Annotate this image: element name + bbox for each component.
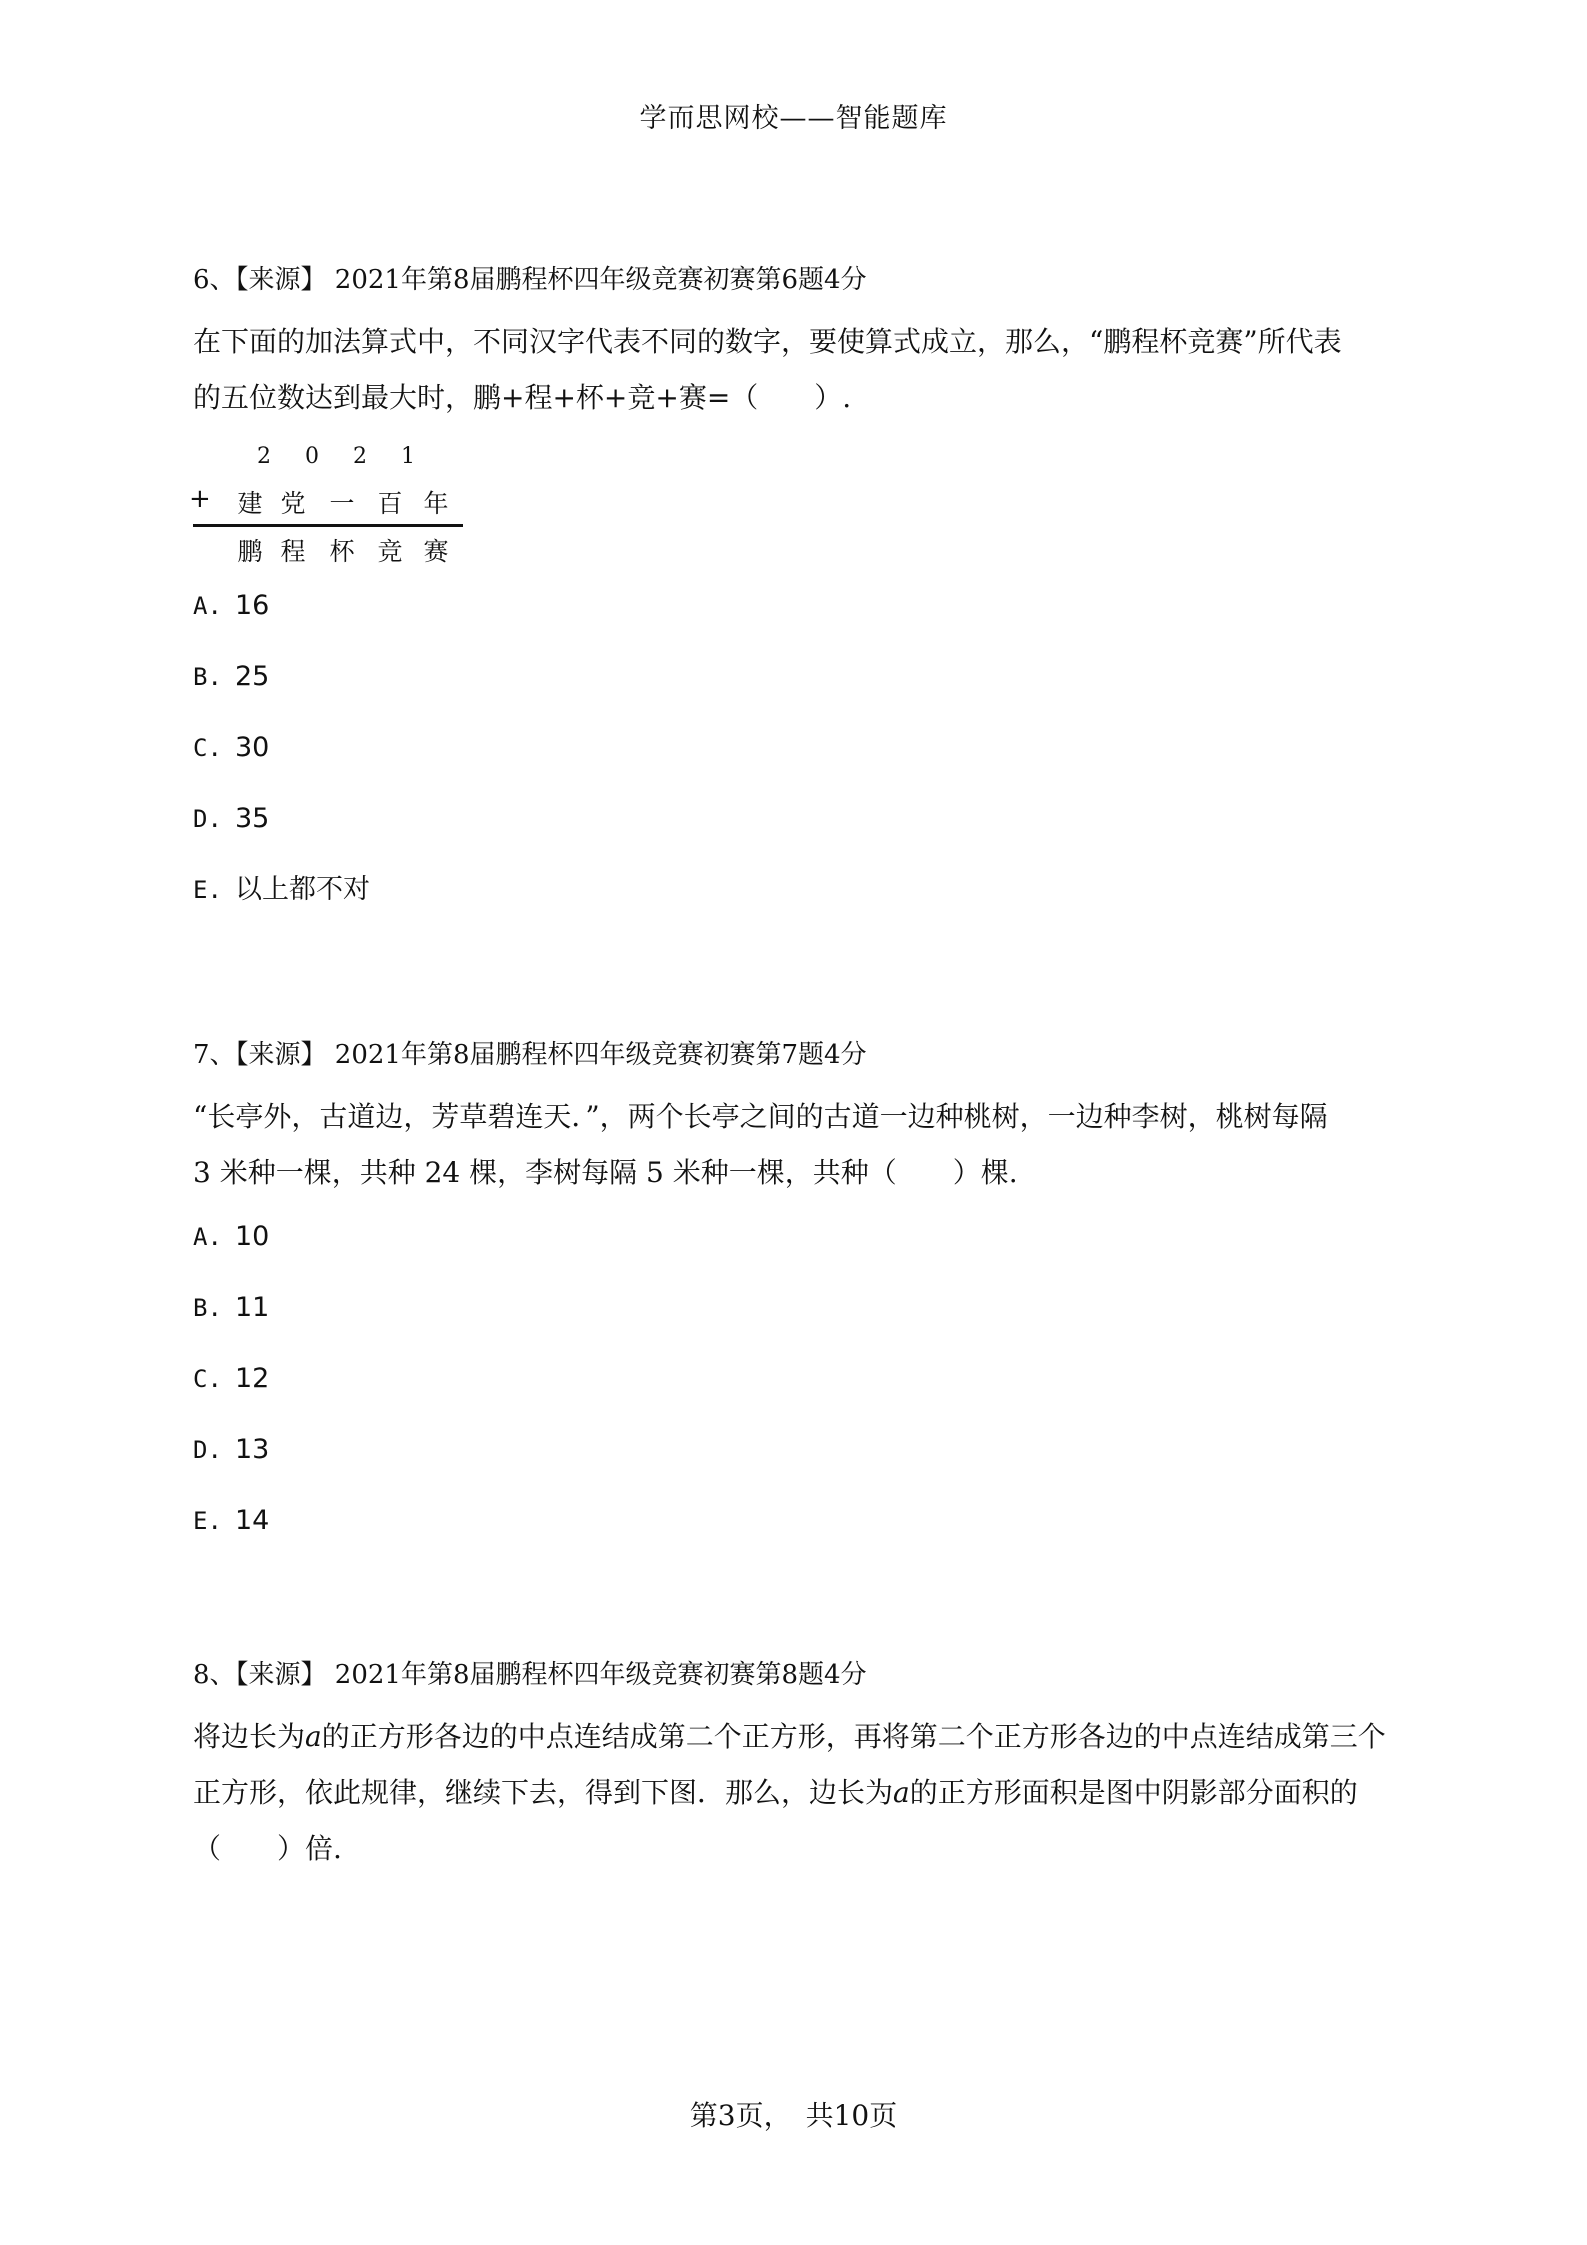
option-text: 14: [235, 1505, 270, 1536]
plus-sign: +: [189, 484, 211, 514]
question-7: [193, 1035, 1403, 1572]
option-d[interactable]: [193, 1430, 1403, 1501]
addend-char: 建: [237, 489, 263, 518]
option-label: C.: [193, 1365, 222, 1393]
question-text-line: “长亭外，古道边，芳草碧连天．”，两个长亭之间的古道一边种桃树，一边种李树，桃树每隔: [193, 1100, 1328, 1133]
addend-digit: 2: [257, 444, 271, 469]
options-list: [193, 586, 1403, 941]
option-label: B.: [193, 1294, 222, 1322]
question-body: [193, 1709, 1403, 1877]
option-label: A.: [193, 1223, 222, 1251]
option-a[interactable]: [193, 586, 1403, 657]
math-variable: a: [893, 1776, 910, 1809]
option-text: 35: [235, 803, 270, 834]
option-b[interactable]: [193, 1288, 1403, 1359]
question-text-line: [193, 1709, 1403, 1765]
options-list: [193, 1217, 1403, 1572]
addition-figure: [189, 434, 463, 566]
addend-digit: 2: [353, 444, 367, 469]
question-8: [193, 1655, 1403, 1877]
option-text: 11: [235, 1292, 270, 1323]
sum-char: 赛: [423, 537, 449, 566]
option-b[interactable]: [193, 657, 1403, 728]
option-text: 13: [235, 1434, 270, 1465]
question-text-line: （ ）倍.: [193, 1832, 342, 1865]
question-title: 7、【来源】 2021年第8届鹏程杯四年级竞赛初赛第7题4分: [193, 1040, 867, 1070]
sum-char: 程: [280, 537, 306, 566]
option-label: B.: [193, 663, 222, 691]
option-e[interactable]: [193, 1501, 1403, 1572]
question-body: [193, 1089, 1403, 1201]
page-header: 学而思网校——智能题库: [639, 103, 948, 134]
option-text: 16: [235, 590, 270, 621]
sum-char: 鹏: [237, 537, 263, 566]
option-label: E.: [193, 876, 222, 904]
math-variable: a: [305, 1720, 322, 1753]
text-segment: 的正方形各边的中点连结成第二个正方形，再将第二个正方形各边的中点连结成第三个: [321, 1720, 1386, 1753]
option-text: 12: [235, 1363, 270, 1394]
text-segment: 将边长为: [193, 1720, 306, 1753]
option-d[interactable]: [193, 799, 1403, 870]
option-label: D.: [193, 805, 222, 833]
option-label: A.: [193, 592, 222, 620]
option-e[interactable]: [193, 870, 1403, 941]
question-6: [189, 260, 1403, 941]
option-c[interactable]: [193, 728, 1403, 799]
text-segment: 正方形，依此规律，继续下去，得到下图．那么，边长为: [193, 1776, 894, 1809]
option-text: 10: [235, 1221, 270, 1252]
option-label: C.: [193, 734, 222, 762]
sum-line: [193, 524, 463, 527]
option-label: E.: [193, 1507, 222, 1535]
addend-digit: 0: [305, 444, 319, 469]
option-label: D.: [193, 1436, 222, 1464]
question-title: 8、【来源】 2021年第8届鹏程杯四年级竞赛初赛第8题4分: [193, 1660, 867, 1690]
question-body: [193, 314, 1403, 426]
addend-char: 百: [377, 489, 403, 518]
sum-char: 竞: [377, 537, 403, 566]
question-text-line: [193, 1765, 1403, 1821]
question-text-line: 的五位数达到最大时，鹏+程+杯+竞+赛=（ ）.: [193, 381, 852, 414]
option-text: 以上都不对: [235, 874, 370, 905]
option-text: 25: [235, 661, 270, 692]
addend-char: 年: [423, 489, 449, 518]
option-c[interactable]: [193, 1359, 1403, 1430]
addend-digit: 1: [401, 444, 415, 469]
sum-char: 杯: [329, 537, 355, 566]
option-text: 30: [235, 732, 270, 763]
question-title: 6、【来源】 2021年第8届鹏程杯四年级竞赛初赛第6题4分: [193, 265, 867, 295]
question-text-line: 在下面的加法算式中，不同汉字代表不同的数字，要使算式成立，那么，“鹏程杯竞赛”所代表: [193, 325, 1342, 358]
addend-char: 一: [329, 489, 355, 518]
option-a[interactable]: [193, 1217, 1403, 1288]
page-footer: 第3页， 共10页: [689, 2099, 898, 2132]
question-text-line: 3 米种一棵，共种 24 棵，李树每隔 5 米种一棵，共种（ ）棵.: [193, 1156, 1018, 1189]
text-segment: 的正方形面积是图中阴影部分面积的: [909, 1776, 1358, 1809]
addend-char: 党: [280, 489, 306, 518]
